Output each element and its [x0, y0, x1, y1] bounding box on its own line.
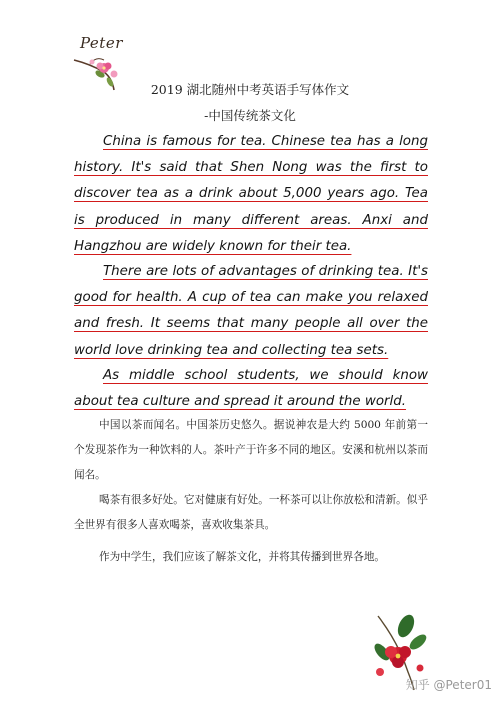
logo-text: Peter	[80, 34, 123, 52]
essay-title: 2019 湖北随州中考英语手写体作文	[150, 82, 350, 97]
english-text-3: As middle school students, we should know about tea culture and spread it around the world.	[74, 368, 428, 410]
chinese-text-1: 中国以茶而闻名。中国茶历史悠久。据说神农是大约 5000 年前第一个发现茶作为一种饮料的人。茶叶产于许多不同的地区。安溪和杭州以茶而闻名。	[74, 419, 428, 481]
essay-subtitle: -中国传统茶文化	[204, 108, 296, 123]
english-text-2: There are lots of advantages of drinking tea. It's good for health. A cup of tea can make you relaxed and fresh. It seems that many people all over the world love drinking tea and collecting tea sets.	[74, 264, 428, 358]
chinese-paragraph-2	[74, 488, 428, 538]
zhihu-watermark: 知乎 @Peter01	[405, 678, 492, 692]
chinese-text-3: 作为中学生，我们应该了解茶文化，并将其传播到世界各地。	[99, 551, 386, 563]
english-text-1: China is famous for tea. Chinese tea has a long history. It's said that Shen Nong was the first to discover tea as a drink about 5,000 years ago. Tea is produced in many different areas. Anxi and Hangzhou are widely known for their tea.	[74, 134, 428, 254]
english-paragraph-2	[74, 259, 428, 364]
chinese-text-2: 喝茶有很多好处。它对健康有好处。一杯茶可以让你放松和清新。似乎全世界有很多人喜欢喝茶，喜欢收集茶具。	[74, 494, 428, 531]
chinese-paragraph-1	[74, 413, 428, 488]
chinese-paragraph-3	[74, 545, 428, 570]
english-paragraph-3	[74, 363, 428, 415]
english-paragraph-1	[74, 129, 428, 260]
